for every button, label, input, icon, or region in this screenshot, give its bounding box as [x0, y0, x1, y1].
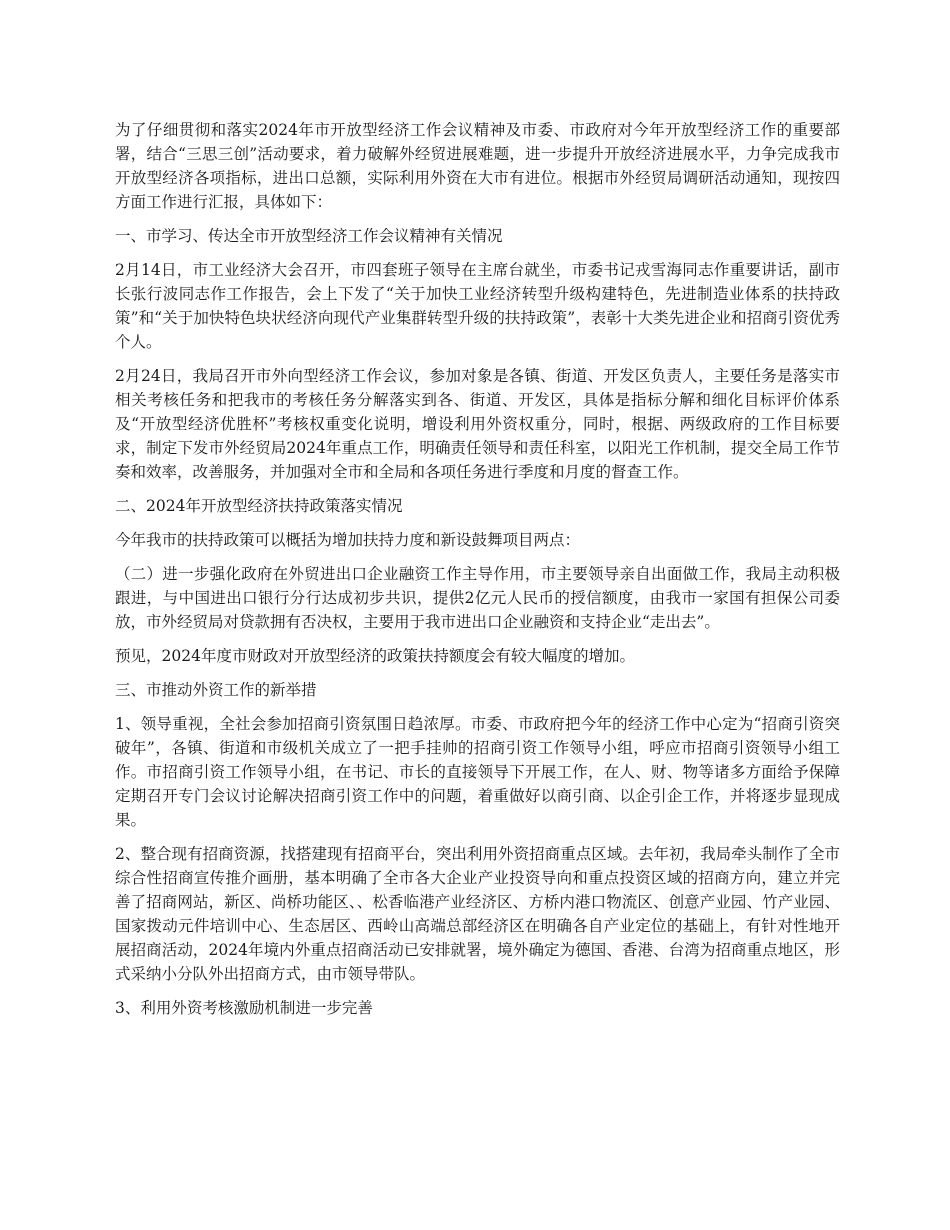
paragraph-item-2: 2、整合现有招商资源，找搭建现有招商平台，突出利用外资招商重点区域。去年初，我局牵头制作了全市综合性招商宣传推介画册，基本明确了全市各大企业产业投资导向和重点投资区域的招商方向，建立并完善了招商网站，新区、尚桥功能区、、松香临港产业经济区、方桥内港口物流区、创意产业园、竹产业园、国家拨动元件培训中心、生态居区、西岭山高端总部经济区在明确各自产业定位的基础上，有针对性地开展招商活动，2024年境内外重点招商活动已安排就署，境外确定为德国、香港、台湾为招商重点地区，形式采纳小分队外出招商方式，由市领导带队。 [115, 845, 840, 983]
paragraph-forecast: 预见，2024年度市财政对开放型经济的政策扶持额度会有较大幅度的增加。 [115, 647, 635, 665]
section-heading-3: 三、市推动外资工作的新举措 [115, 681, 317, 699]
section-heading-2: 二、2024年开放型经济扶持政策落实情况 [115, 497, 403, 515]
section-heading-1: 一、市学习、传达全市开放型经济工作会议精神有关情况 [115, 227, 503, 245]
paragraph-item-3: 3、利用外资考核激励机制进一步完善 [115, 999, 373, 1017]
paragraph-financing: （二）进一步强化政府在外贸进出口企业融资工作主导作用，市主要领导亲自出面做工作，我局主动积极跟进，与中国进出口银行分行达成初步共识，提供2亿元人民币的授信额度，由我市一家国有担保公司委放，市外经贸局对贷款拥有否决权，主要用于我市进出口企业融资和支持企业“走出去”。 [115, 565, 840, 631]
paragraph-feb14: 2月14日，市工业经济大会召开，市四套班子领导在主席台就坐，市委书记戎雪海同志作重要讲话，副市长张行波同志作工作报告，会上下发了“关于加快工业经济转型升级构建特色，先进制造业体系的扶持政策”和“关于加快特色块状经济向现代产业集群转型升级的扶持政策”，表彰十大类先进企业和招商引资优秀个人。 [115, 261, 840, 351]
intro-paragraph: 为了仔细贯彻和落实2024年市开放型经济工作会议精神及市委、市政府对今年开放型经济工作的重要部署，结合“三思三创”活动要求，着力破解外经贸进展难题，进一步提升开放经济进展水平，力争完成我市开放型经济各项指标，进出口总额，实际利用外资在大市有进位。根据市外经贸局调研活动通知，现按四方面工作进行汇报，具体如下： [115, 121, 840, 211]
paragraph-feb24: 2月24日，我局召开市外向型经济工作会议，参加对象是各镇、街道、开发区负责人，主要任务是落实市相关考核任务和把我市的考核任务分解落实到各、街道、开发区，具体是指标分解和细化目标评价体系及“开放型经济优胜杯”考核权重变化说明，增设利用外资权重分，同时，根据、两级政府的工作目标要求，制定下发市外经贸局2024年重点工作，明确责任领导和责任科室，以阳光工作机制，提交全局工作节奏和效率，改善服务，并加强对全市和全局和各项任务进行季度和月度的督查工作。 [115, 367, 840, 481]
paragraph-policy-summary: 今年我市的扶持政策可以概括为增加扶持力度和新设鼓舞项目两点： [115, 531, 581, 549]
document-page [115, 118, 840, 1030]
paragraph-item-1: 1、领导重视，全社会参加招商引资氛围日趋浓厚。市委、市政府把今年的经济工作中心定为“招商引资突破年”，各镇、街道和市级机关成立了一把手挂帅的招商引资工作领导小组，呼应市招商引资领导小组工作。市招商引资工作领导小组，在书记、市长的直接领导下开展工作，在人、财、物等诸多方面给予保障定期召开专门会议讨论解决招商引资工作中的问题，着重做好以商引商、以企引企工作，并将逐步显现成果。 [115, 715, 840, 829]
